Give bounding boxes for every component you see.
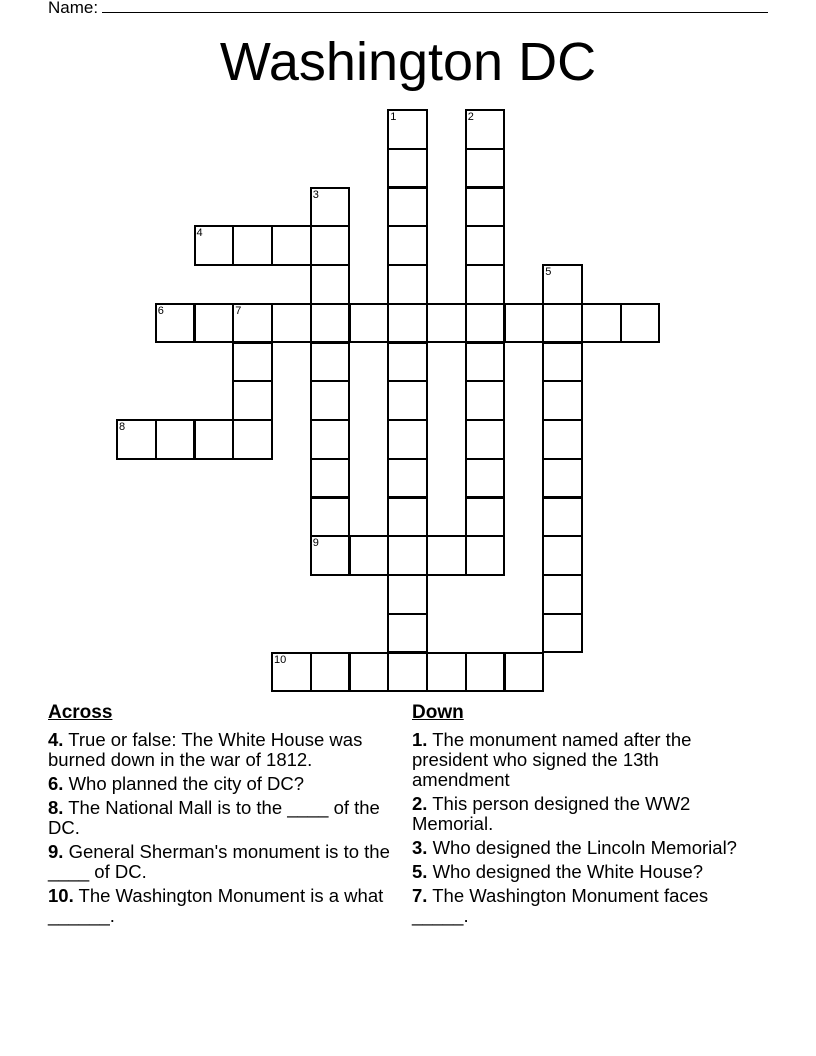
grid-cell[interactable] [387,148,428,189]
page-title: Washington DC [219,32,597,92]
clue-across-6: 6. Who planned the city of DC? [48,773,305,794]
grid-cell[interactable] [465,225,506,266]
grid-cell[interactable] [426,303,467,344]
grid-cell[interactable] [465,342,506,383]
grid-cell[interactable] [387,187,428,228]
cell-number: 2 [467,111,474,123]
grid-cell[interactable] [581,303,622,344]
cell-number: 6 [157,304,164,317]
grid-cell[interactable] [465,187,506,228]
grid-cell[interactable] [426,535,467,576]
cell-number: 7 [235,304,242,317]
grid-cell[interactable] [542,303,583,344]
clue-down-7: 7. The Washington Monument faces _____. [412,885,709,926]
grid-cell[interactable] [310,187,351,228]
grid-cell[interactable] [310,380,351,421]
grid-cell[interactable] [232,303,273,344]
grid-cell[interactable] [387,264,428,305]
grid-cell[interactable] [387,342,428,383]
grid-cell[interactable] [310,458,351,499]
grid-cell[interactable] [542,264,583,305]
grid-cell[interactable] [387,535,428,576]
grid-cell[interactable] [310,497,351,538]
grid-cell[interactable] [194,419,235,460]
grid-cell[interactable] [465,535,506,576]
across-clues [48,702,398,930]
down-clues [412,702,752,930]
grid-cell[interactable] [387,613,428,654]
grid-cell[interactable] [232,419,273,460]
grid-cell[interactable] [542,574,583,615]
grid-cell[interactable] [465,303,506,344]
grid-cell[interactable] [542,613,583,654]
grid-cell[interactable] [232,342,273,383]
clue-down-5: 5. Who designed the White House? [412,861,704,882]
clue-down-3: 3. Who designed the Lincoln Memorial? [412,837,737,858]
grid-cell[interactable] [465,109,506,150]
grid-cell[interactable] [504,652,545,693]
grid-cell[interactable] [349,652,390,693]
grid-cell[interactable] [310,535,351,576]
grid-cell[interactable] [465,264,506,305]
grid-cell[interactable] [116,419,157,460]
grid-cell[interactable] [387,652,428,693]
grid-cell[interactable] [271,225,312,266]
grid-cell[interactable] [504,303,545,344]
cell-number: 1 [390,111,397,123]
clue-across-10: 10. The Washington Monument is a what ______. [48,885,384,926]
cell-number: 5 [545,266,552,278]
grid-cell[interactable] [194,225,235,266]
grid-cell[interactable] [387,419,428,460]
cell-number: 9 [312,537,319,550]
clue-across-4: 4. True or false: The White House was burned down in the war of 1812. [48,729,363,770]
clue-across-8: 8. The National Mall is to the ____ of the DC. [48,797,380,838]
grid-cell[interactable] [387,109,428,150]
across-heading: Across [48,702,113,723]
grid-cell[interactable] [310,225,351,266]
grid-cell[interactable] [310,342,351,383]
grid-cell[interactable] [349,303,390,344]
grid-cell[interactable] [465,148,506,189]
grid-cell[interactable] [310,652,351,693]
grid-cell[interactable] [542,380,583,421]
cell-number: 8 [119,421,126,433]
grid-cell[interactable] [387,574,428,615]
down-heading: Down [412,702,464,723]
grid-cell[interactable] [194,303,235,344]
grid-cell[interactable] [387,380,428,421]
grid-cell[interactable] [542,497,583,538]
grid-cell[interactable] [426,652,467,693]
grid-cell[interactable] [620,303,661,344]
cell-number: 3 [312,188,319,201]
grid-cell[interactable] [465,652,506,693]
grid-cell[interactable] [387,497,428,538]
grid-cell[interactable] [387,458,428,499]
grid-cell[interactable] [232,225,273,266]
grid-cell[interactable] [465,419,506,460]
clue-down-1: 1. The monument named after the president who signed the 13th amendment [412,729,692,790]
grid-cell[interactable] [232,380,273,421]
clue-across-9: 9. General Sherman's monument is to the ____ of DC. [48,841,390,882]
grid-cell[interactable] [349,535,390,576]
grid-cell[interactable] [155,303,196,344]
grid-cell[interactable] [387,225,428,266]
grid-cell[interactable] [465,380,506,421]
cell-number: 4 [196,227,203,240]
grid-cell[interactable] [387,303,428,344]
clue-down-2: 2. This person designed the WW2 Memorial. [412,793,691,834]
grid-cell[interactable] [542,535,583,576]
cell-number: 10 [274,653,287,666]
grid-cell[interactable] [271,652,312,693]
grid-cell[interactable] [310,419,351,460]
grid-cell[interactable] [465,458,506,499]
grid-cell[interactable] [310,303,351,344]
grid-cell[interactable] [310,264,351,305]
grid-cell[interactable] [155,419,196,460]
grid-cell[interactable] [542,342,583,383]
grid-cell[interactable] [542,419,583,460]
grid-cell[interactable] [465,497,506,538]
grid-cell[interactable] [542,458,583,499]
grid-cell[interactable] [271,303,312,344]
name-label: Name: [48,0,99,17]
